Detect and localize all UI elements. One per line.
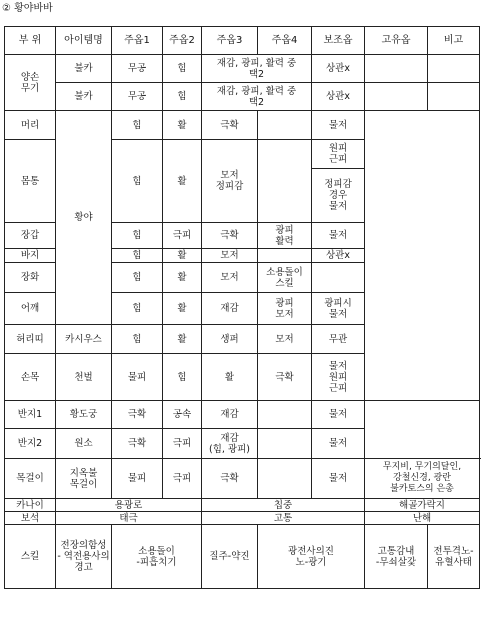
opt4-cell	[258, 249, 312, 263]
opt2-cell: 극피	[163, 459, 202, 499]
header-opt1: 주옵1	[112, 27, 163, 55]
part-cell: 몸통	[5, 140, 56, 223]
skill-item: 질주-약진	[202, 525, 258, 589]
build-table	[4, 26, 480, 589]
skill-item: 광전사의진 노-광기	[258, 525, 365, 589]
item-name-cell: 황도궁	[56, 401, 112, 429]
opt2-cell: 활	[163, 263, 202, 293]
header-opt3: 주옵3	[202, 27, 258, 55]
sub-opt-cell: 물저	[312, 111, 365, 140]
part-cell: 반지2	[5, 429, 56, 459]
sub-opt-cell: 물저	[312, 459, 365, 499]
sub-opt-cell	[312, 263, 365, 293]
opt4-cell: 광피 활력	[258, 223, 312, 249]
empty-cell	[365, 111, 480, 401]
opt1-cell: 물피	[112, 459, 163, 499]
opt2-cell: 힘	[163, 354, 202, 401]
opt4-cell: 소용돌이 스킬	[258, 263, 312, 293]
gem-item: 고통	[202, 512, 365, 525]
gem-item: 난해	[365, 512, 480, 525]
part-cell: 반지1	[5, 401, 56, 429]
opt4-cell: 모저	[258, 325, 312, 354]
page-title: ② 황야바바	[2, 3, 53, 14]
opt1-cell: 물피	[112, 354, 163, 401]
header-sub-opt: 보조옵	[312, 27, 365, 55]
opt3-cell: 재감, 광피, 활력 중 택2	[202, 55, 312, 83]
kanai-label: 카나이	[5, 499, 56, 512]
table-row	[5, 83, 480, 111]
unique-opt-cell: 무지비, 무기의달인, 강철신경, 광란 불카토스의 은총	[365, 459, 480, 499]
sub-opt-cell: 정피감 경우 물저	[312, 169, 365, 223]
part-cell: 양손 무기	[5, 55, 56, 111]
opt2-cell: 극피	[163, 429, 202, 459]
table-row	[5, 459, 480, 499]
part-cell: 목걸이	[5, 459, 56, 499]
item-name-cell: 카시우스	[56, 325, 112, 354]
opt3-cell: 활	[202, 354, 258, 401]
part-cell: 장화	[5, 263, 56, 293]
table-row	[5, 401, 480, 429]
opt1-cell: 무공	[112, 83, 163, 111]
sub-opt-cell: 무관	[312, 325, 365, 354]
opt3-cell: 생퍼	[202, 325, 258, 354]
opt2-cell: 활	[163, 111, 202, 140]
opt2-cell: 공속	[163, 401, 202, 429]
opt1-cell: 힘	[112, 325, 163, 354]
opt4-cell: 극확	[258, 354, 312, 401]
unique-opt-cell	[365, 55, 428, 83]
skill-item: 전장의함성 - 역전용사의 경고	[56, 525, 112, 589]
table-row	[5, 512, 480, 525]
opt2-cell: 힘	[163, 55, 202, 83]
opt4-cell	[258, 401, 312, 429]
sub-opt-cell: 물저	[312, 429, 365, 459]
header-opt2: 주옵2	[163, 27, 202, 55]
unique-opt-cell	[365, 83, 428, 111]
sub-opt-cell: 상관x	[312, 83, 365, 111]
kanai-item: 해골가락지	[365, 499, 480, 512]
opt4-cell	[258, 111, 312, 140]
header-unique-opt: 고유옵	[365, 27, 428, 55]
header-row	[5, 27, 480, 55]
table-row	[5, 525, 480, 589]
opt2-cell: 활	[163, 293, 202, 325]
header-part: 부 위	[5, 27, 56, 55]
sub-opt-cell: 물저	[312, 401, 365, 429]
table-row	[5, 429, 480, 459]
opt2-cell: 활	[163, 325, 202, 354]
opt1-cell: 힘	[112, 111, 163, 140]
part-cell: 어깨	[5, 293, 56, 325]
set-name-cell: 황야	[56, 111, 112, 325]
opt1-cell: 힘	[112, 223, 163, 249]
note-cell	[428, 83, 480, 111]
note-cell	[428, 55, 480, 83]
opt3-cell: 재감	[202, 401, 258, 429]
skill-item: 전투격노- 유혈사태	[428, 525, 480, 589]
kanai-item: 칩중	[202, 499, 365, 512]
opt2-cell: 활	[163, 140, 202, 223]
sub-opt-cell: 물저	[312, 223, 365, 249]
opt1-cell: 힘	[112, 263, 163, 293]
opt1-cell: 힘	[112, 293, 163, 325]
item-name-cell: 원소	[56, 429, 112, 459]
part-cell: 바지	[5, 249, 56, 263]
part-cell: 손목	[5, 354, 56, 401]
opt2-cell: 힘	[163, 83, 202, 111]
skill-label: 스킬	[5, 525, 56, 589]
opt1-cell: 극확	[112, 401, 163, 429]
header-item-name: 아이템명	[56, 27, 112, 55]
table-row	[5, 55, 480, 83]
table-row	[5, 111, 480, 140]
opt3-cell: 재감	[202, 293, 258, 325]
opt3-cell: 극확	[202, 111, 258, 140]
opt1-cell: 극확	[112, 429, 163, 459]
opt4-cell	[258, 140, 312, 223]
opt1-cell: 무공	[112, 55, 163, 83]
opt3-cell: 재감 (힘, 광피)	[202, 429, 258, 459]
opt4-cell	[258, 429, 312, 459]
header-opt4: 주옵4	[258, 27, 312, 55]
opt4-cell	[258, 459, 312, 499]
opt3-cell: 극확	[202, 459, 258, 499]
opt3-cell: 모저	[202, 263, 258, 293]
item-name-cell: 불카	[56, 55, 112, 83]
part-cell: 장갑	[5, 223, 56, 249]
opt1-cell: 힘	[112, 249, 163, 263]
sub-opt-cell: 원피 근피	[312, 140, 365, 169]
item-name-cell: 불카	[56, 83, 112, 111]
sub-opt-cell: 상관x	[312, 249, 365, 263]
sub-opt-cell: 상관x	[312, 55, 365, 83]
item-name-cell: 천벌	[56, 354, 112, 401]
opt2-cell: 활	[163, 249, 202, 263]
opt3-cell: 재감, 광피, 활력 중 택2	[202, 83, 312, 111]
item-name-cell: 지옥불 목걸이	[56, 459, 112, 499]
sub-opt-cell: 광피시 물저	[312, 293, 365, 325]
header-note: 비고	[428, 27, 480, 55]
opt1-cell: 힘	[112, 140, 163, 223]
kanai-item: 용광로	[56, 499, 202, 512]
opt3-cell: 극확	[202, 223, 258, 249]
sub-opt-cell: 물저 원피 근피	[312, 354, 365, 401]
opt3-cell: 모저	[202, 249, 258, 263]
skill-item: 소용돌이 -피흡치기	[112, 525, 202, 589]
part-cell: 머리	[5, 111, 56, 140]
part-cell: 허리띠	[5, 325, 56, 354]
skill-item: 고통감내 -무쇠살갗	[365, 525, 428, 589]
gem-label: 보석	[5, 512, 56, 525]
opt4-cell: 광피 모저	[258, 293, 312, 325]
opt3-cell: 모저 정피감	[202, 140, 258, 223]
opt2-cell: 극피	[163, 223, 202, 249]
gem-item: 태극	[56, 512, 202, 525]
table-row	[5, 499, 480, 512]
